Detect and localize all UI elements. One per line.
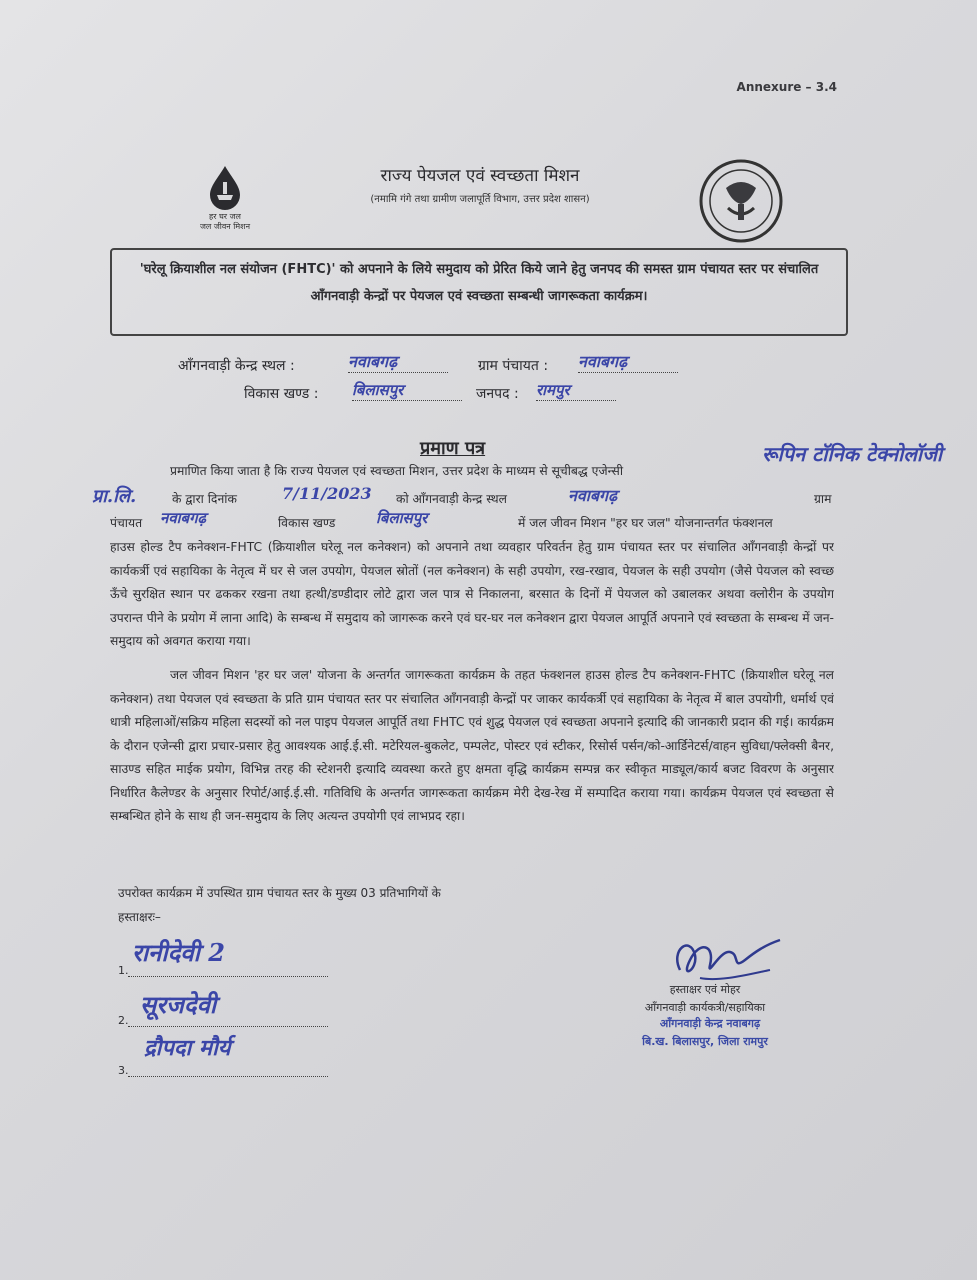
mission-title: राज्य पेयजल एवं स्वच्छता मिशन	[380, 166, 580, 186]
anganwadi-field	[178, 356, 295, 375]
stamp-line-4: बि.ख. बिलासपुर, जिला रामपुर	[642, 1035, 768, 1048]
janpad-value: रामपुर	[536, 380, 616, 401]
para1-line2a: के द्वारा दिनांक	[172, 492, 237, 506]
janpad-field	[476, 384, 519, 403]
mission-subtitle: (नमामि गंगे तथा ग्रामीण जलापूर्ति विभाग, उत्तर प्रदेश शासन)	[370, 194, 590, 205]
para1-rest: हाउस होल्ड टैप कनेक्शन-FHTC (क्रियाशील घरेलू नल कनेक्शन) को अपनाने तथा व्यवहार परिवर्तन हेतु ग्राम पंचायत स्तर पर संचालित आँगनवाड़ी केन्द्रों पर कार्यकर्त्री एवं सहायिका के नेतृत्व में घर से जल उपयोग, पेयजल स्रोतों (नल कनेक्शन) के सही उपयोग, रख-रखाव, पेयजल के सही उपयोग (जैसे पेयजल को स्वच्छ ऊँचे सुरक्षित स्थान पर ढककर रखना तथा हत्थी/डण्डीदार लोटे द्वारा जल पात्र से निकालना, बरसात के दिनों में पेयजल को उबालकर अथवा क्लोरीन के उपयोग उपरान्त पीने के प्रयोग में लाना आदि) के सम्बन्ध में समुदाय को जागरूक करने एवं घर-घर नल कनेक्शन द्वारा पेयजल आपूर्ति अपनाने एवं स्वच्छता के सम्बन्ध में जन-समुदाय को अवगत कराया गया।	[110, 540, 834, 648]
janpad-label: जनपद :	[476, 386, 519, 402]
program-topic-box: 'घरेलू क्रियाशील नल संयोजन (FHTC)' को अपनाने के लिये समुदाय को प्रेरित किये जाने हेतु जनपद की समस्त ग्राम पंचायत स्तर पर संचालित आँगनवाड़ी केन्द्रों पर पेयजल एवं स्वच्छता सम्बन्धी जागरूकता कार्यक्रम।	[110, 248, 848, 336]
agency-cont-handwritten: प्रा.लि.	[92, 486, 137, 507]
para1-line2c: ग्राम	[814, 492, 832, 506]
signature-scribble-icon	[660, 930, 790, 990]
signature-3: द्रौपदा मौर्य	[144, 1035, 231, 1061]
para1-line3c: में जल जीवन मिशन "हर घर जल" योजनान्तर्गत फंक्शनल	[518, 516, 773, 530]
certificate-title: प्रमाण पत्र	[420, 438, 486, 459]
gram-panchayat-label: ग्राम पंचायत :	[478, 358, 549, 374]
agency-handwritten: रूपिन टॉनिक टेक्नोलॉजी	[762, 442, 943, 466]
stamp-line-2: आँगनवाड़ी कार्यकत्री/सहायिका	[644, 1001, 766, 1014]
anganwadi-label: आँगनवाड़ी केन्द्र स्थल :	[178, 358, 295, 374]
seal-icon	[698, 158, 784, 244]
signatures-label: हस्ताक्षरः–	[118, 910, 161, 924]
annexure-label: Annexure – 3.4	[736, 80, 837, 94]
anganwadi-value: नवाबगढ़	[348, 350, 448, 373]
vikas-khand-value: बिलासपुर	[352, 380, 462, 401]
official-signature-scribble	[660, 930, 790, 990]
para1-line1: प्रमाणित किया जाता है कि राज्य पेयजल एवं स्वच्छता मिशन, उत्तर प्रदेश के माध्यम से सूचीबद्ध एजेन्सी	[170, 464, 624, 478]
har-ghar-jal-logo	[190, 162, 260, 242]
signature-line-1	[128, 976, 328, 977]
signature-2: सूरजदेवी	[140, 990, 217, 1019]
vikas-khand-field	[244, 384, 318, 403]
signature-number-2: 2.	[118, 1014, 129, 1027]
block-handwritten: बिलासपुर	[376, 509, 428, 527]
participants-note: उपरोक्त कार्यक्रम में उपस्थित ग्राम पंचायत स्तर के मुख्य 03 प्रतिभागियों के	[118, 886, 441, 900]
gram-panchayat-field	[478, 356, 548, 375]
stamp-line-1: हस्ताक्षर एवं मोहर	[669, 983, 741, 996]
signature-number-3: 3.	[118, 1064, 129, 1077]
stamp-line-3: आँगनवाड़ी केन्द्र नवाबगढ़	[659, 1017, 761, 1030]
signature-1: रानीदेवी 2	[132, 938, 225, 967]
place-handwritten: नवाबगढ़	[568, 486, 618, 505]
signature-line-3	[128, 1076, 328, 1077]
para1-line3a: पंचायत	[110, 516, 143, 530]
panchayat-handwritten: नवाबगढ़	[160, 509, 207, 527]
para1-line3b: विकास खण्ड	[278, 516, 336, 530]
signature-line-2	[128, 1026, 328, 1027]
date-handwritten: 7/11/2023	[282, 484, 372, 503]
paragraph-2: जल जीवन मिशन 'हर घर जल' योजना के अन्तर्गत जागरूकता कार्यक्रम के तहत फंक्शनल हाउस होल्ड टैप कनेक्शन-FHTC (क्रियाशील घरेलू नल कनेक्शन) तथा पेयजल एवं स्वच्छता के प्रति ग्राम पंचायत स्तर पर संचालित आँगनवाड़ी केन्द्रों पर जाकर कार्यकर्त्री एवं सहायिका के नेतृत्व में बाल उपयोगी, धर्मार्थ एवं धात्री महिलाओं/सक्रिय महिला सदस्यों को नल पाइप पेयजल आपूर्ति तथा FHTC एवं शुद्ध पेयजल एवं स्वच्छता अपनाने इत्यादि की जानकारी प्रदान की गई। कार्यक्रम के दौरान एजेन्सी द्वारा प्रचार-प्रसार हेतु आवश्यक आई.ई.सी. मटेरियल-बुकलेट, पम्पलेट, पोस्टर एवं स्टीकर, रिसोर्स पर्सन/को-आर्डिनेटर्स/वाहन सुविधा/फ्लेक्सी बैनर, साउण्ड सहित माईक प्रयोग, विभिन्न तरह की स्टेशनरी इत्यादि व्यवस्था करते हुए क्षमता वृद्धि कार्यक्रम सम्पन्न कर स्वीकृत माड्यूल/कार्य बजट विवरण के अनुसार निर्धारित कैलेण्डर के अनुसार रिपोर्ट/आई.ई.सी. गतिविधि के अन्तर्गत जागरूकता कार्यक्रम मेरी देख-रेख में सम्पादित कराया गया। कार्यक्रम पेयजल एवं स्वच्छता से सम्बन्धित होने के साथ ही जन-समुदाय के लिए अत्यन्त उपयोगी एवं लाभप्रद रहा।	[110, 668, 834, 823]
logo-left-text: हर घर जल जल जीवन मिशन	[199, 212, 251, 231]
up-government-seal	[698, 158, 784, 244]
signature-number-1: 1.	[118, 964, 129, 977]
water-drop-icon	[190, 162, 260, 212]
vikas-khand-label: विकास खण्ड :	[244, 386, 319, 402]
para1-line2b: को आँगनवाड़ी केन्द्र स्थल	[396, 492, 507, 506]
gram-panchayat-value: नवाबगढ़	[578, 350, 678, 373]
